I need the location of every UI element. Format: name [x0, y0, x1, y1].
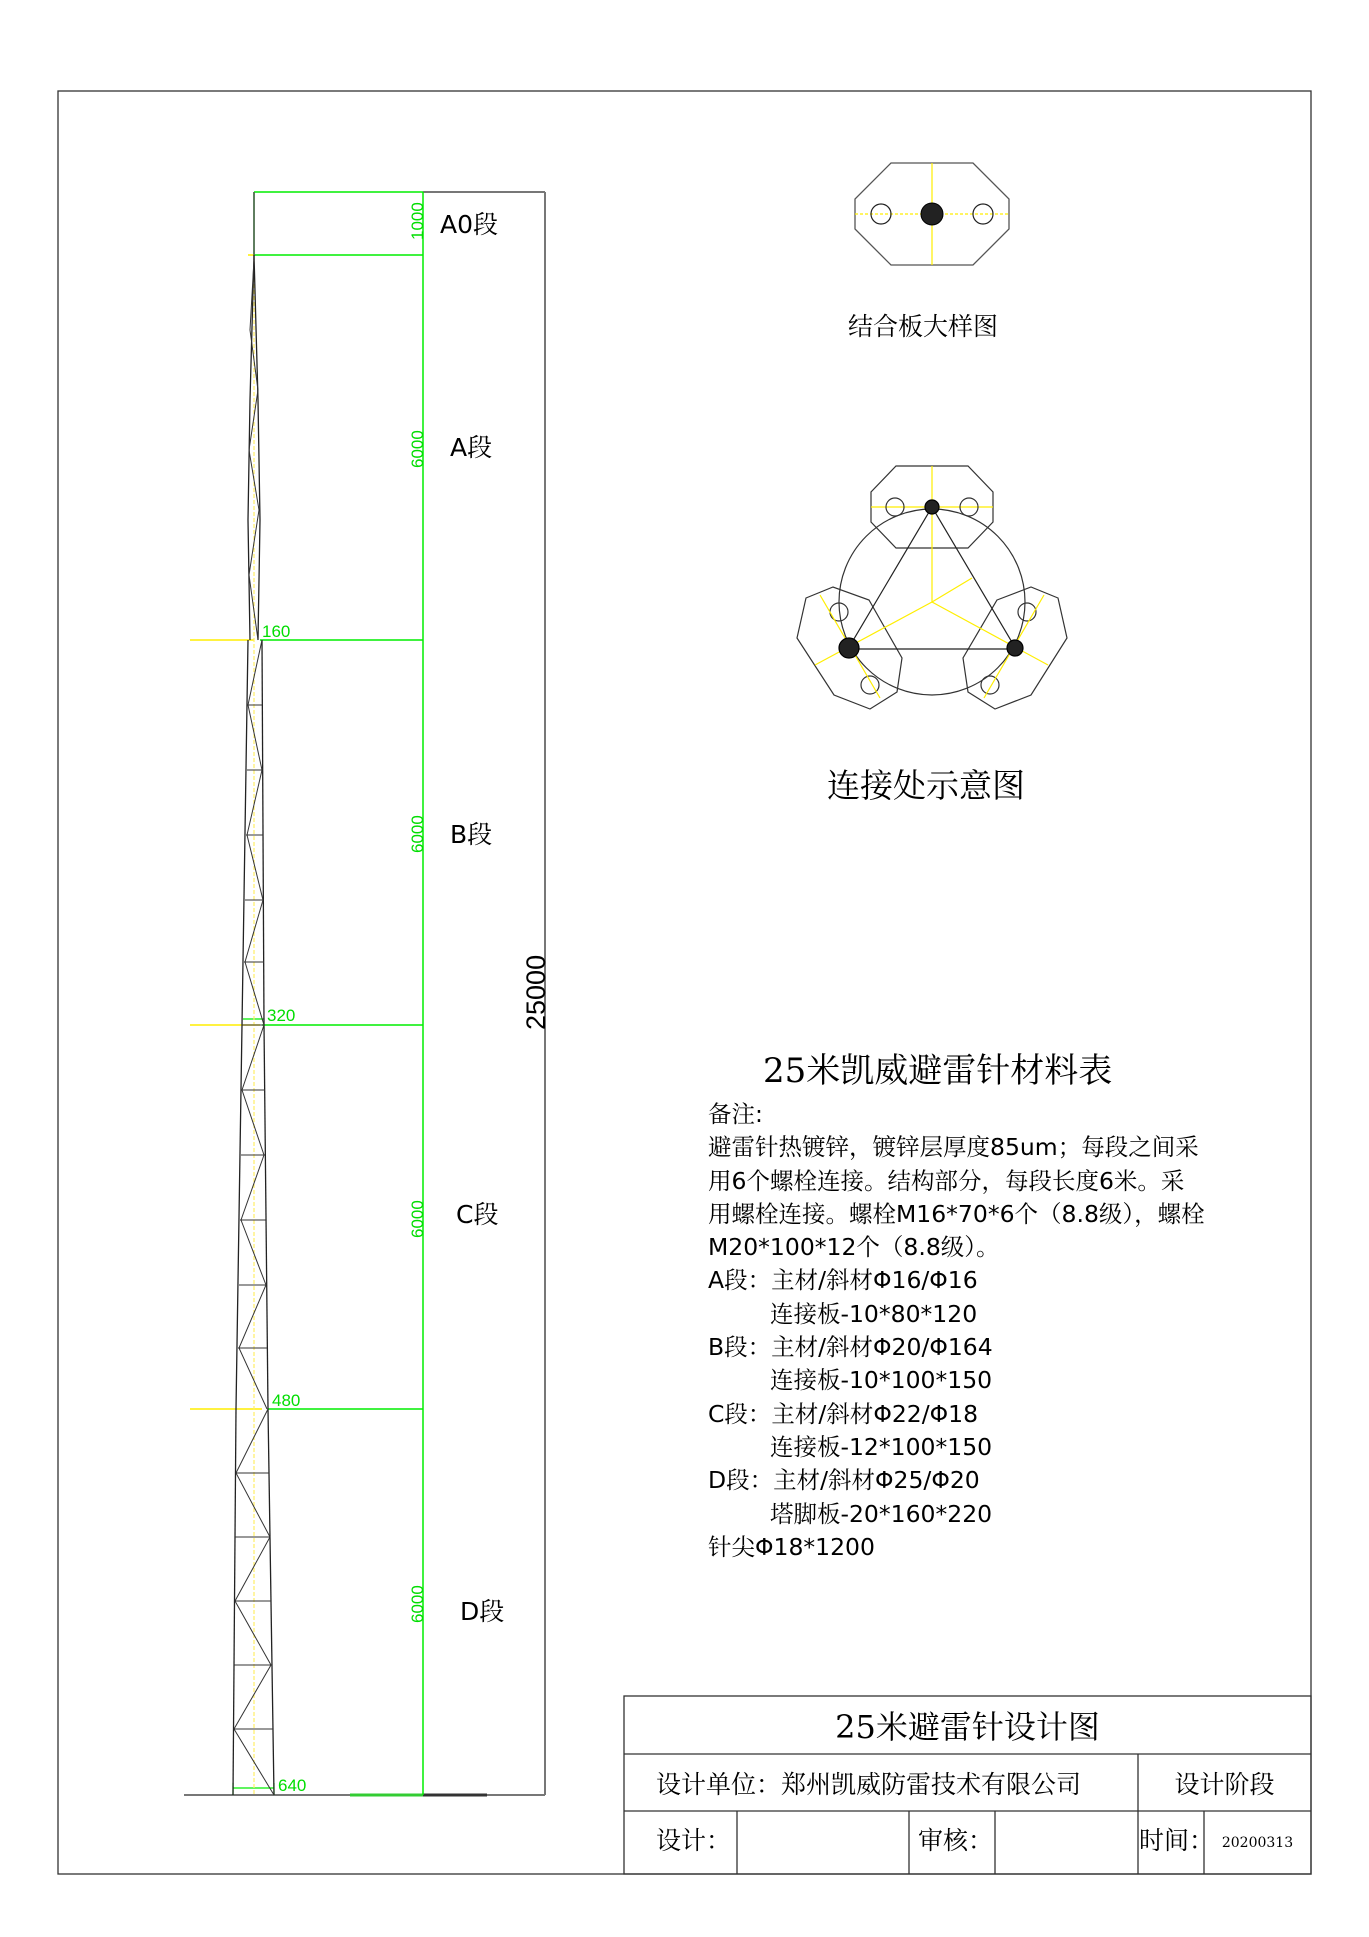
segment-label-a0: A0段	[440, 210, 499, 239]
section-c-plate: 连接板-12*100*150	[770, 1432, 993, 1461]
title-block-title: 25米避雷针设计图	[835, 1708, 1100, 1746]
section-d-main: D段：主材/斜材Φ25/Φ20	[708, 1466, 980, 1495]
reviewer-label: 审核：	[918, 1826, 994, 1855]
section-a-plate: 连接板-10*80*120	[770, 1299, 978, 1328]
joint-plate-detail	[855, 163, 1009, 265]
time-value: 20200313	[1221, 1834, 1294, 1851]
dimension-b-length: 6000	[408, 815, 427, 853]
section-d-plate: 塔脚板-20*160*220	[770, 1499, 993, 1528]
notes-line: 用螺栓连接。螺栓M16*70*6个（8.8级），螺栓	[708, 1199, 1205, 1228]
notes-label: 备注:	[708, 1100, 763, 1128]
section-a-main: A段：主材/斜材Φ16/Φ16	[708, 1266, 978, 1295]
dimension-c-length: 6000	[408, 1200, 427, 1238]
dimension-width-480: 480	[272, 1391, 301, 1410]
dimension-width-160: 160	[262, 622, 291, 641]
connection-schematic	[797, 466, 1067, 709]
materials-title: 25米凯威避雷针材料表	[763, 1051, 1113, 1091]
notes-line: M20*100*12个（8.8级）。	[708, 1233, 1000, 1262]
design-unit: 设计单位：郑州凯威防雷技术有限公司	[656, 1769, 1082, 1799]
segment-label-a: A段	[450, 433, 493, 462]
segment-label-b: B段	[450, 820, 493, 849]
reviewer-value	[995, 1811, 1138, 1867]
dimension-a0-length: 1000	[408, 202, 427, 240]
materials-notes	[708, 1098, 1205, 1564]
dimension-a-length: 6000	[408, 430, 427, 468]
section-b-plate: 连接板-10*100*150	[770, 1366, 993, 1395]
dimension-width-320: 320	[267, 1006, 296, 1025]
section-b-main: B段：主材/斜材Φ20/Φ164	[708, 1333, 993, 1362]
tip-spec: 针尖Φ18*1200	[708, 1532, 875, 1561]
connection-caption: 连接处示意图	[827, 766, 1025, 805]
dimension-width-640: 640	[278, 1776, 307, 1795]
segment-label-c: C段	[456, 1200, 499, 1229]
total-height-dimension: 25000	[521, 954, 551, 1030]
designer-value	[737, 1811, 909, 1867]
designer-label: 设计：	[656, 1826, 732, 1855]
time-label: 时间：	[1139, 1826, 1215, 1855]
sheet-border	[58, 91, 1311, 1874]
design-stage-label: 设计阶段	[1174, 1769, 1275, 1799]
notes-line: 用6个螺栓连接。结构部分，每段长度6米。采	[708, 1166, 1185, 1195]
notes-line: 避雷针热镀锌，镀锌层厚度85um；每段之间采	[708, 1133, 1199, 1162]
section-c-main: C段：主材/斜材Φ22/Φ18	[708, 1399, 979, 1428]
segment-label-d: D段	[460, 1597, 505, 1626]
dimension-d-length: 6000	[408, 1585, 427, 1623]
joint-plate-caption: 结合板大样图	[848, 312, 999, 341]
